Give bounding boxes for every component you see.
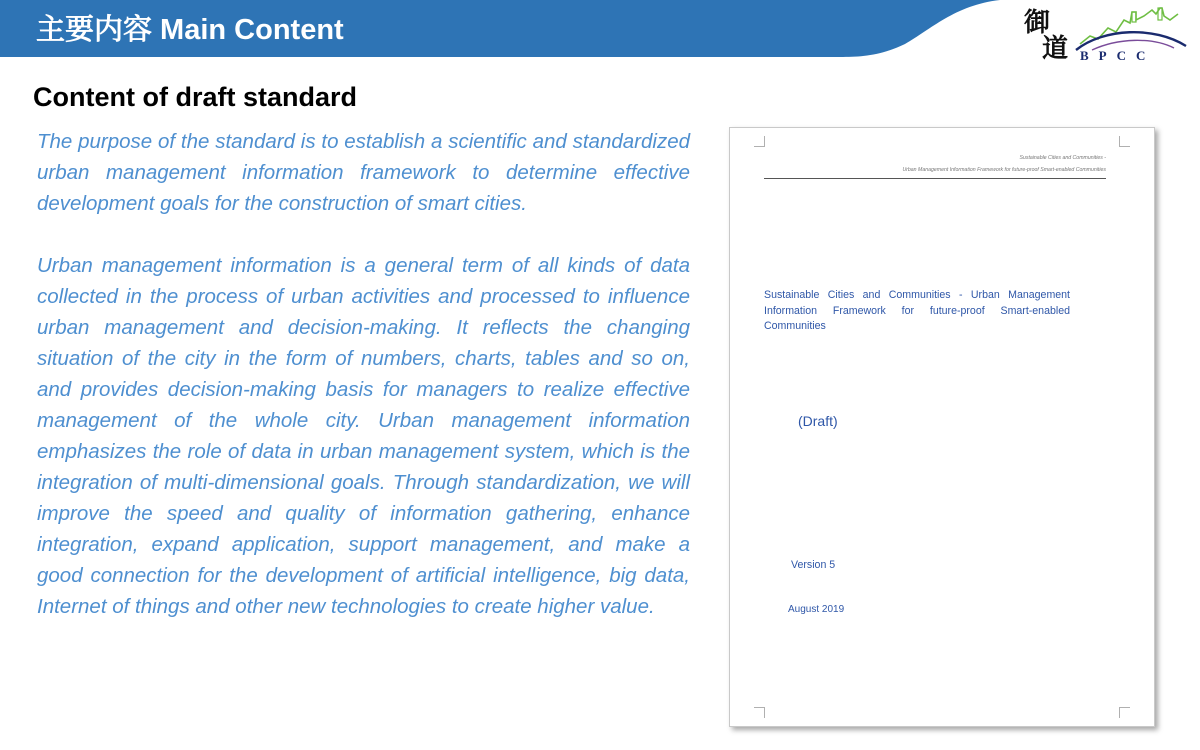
- document-version: Version 5: [791, 559, 836, 571]
- crop-mark-top-left: [754, 136, 765, 147]
- bpcc-logo: [1020, 6, 1192, 66]
- skyline-icon: [1074, 6, 1190, 52]
- logo-calligraphy: [1020, 6, 1080, 66]
- crop-mark-bottom-right: [1119, 707, 1130, 718]
- crop-mark-bottom-left: [754, 707, 765, 718]
- crop-mark-top-right: [1119, 136, 1130, 147]
- draft-document-thumbnail: [729, 127, 1155, 727]
- page-title: 主要内容 Main Content: [36, 14, 344, 46]
- document-date: August 2019: [788, 604, 845, 615]
- document-draft-label: (Draft): [798, 413, 838, 429]
- document-header-line-2: Urban Management Information Framework for future-proof Smart-enabled Communities: [902, 167, 1106, 173]
- document-running-header: [764, 152, 1106, 176]
- document-header-line-1: Sustainable Cities and Communities -: [1019, 155, 1106, 161]
- document-header-rule: [764, 178, 1106, 179]
- logo-char-2: 道: [1042, 34, 1069, 64]
- paragraph-definition: Urban management information is a general term of all kinds of data collected in the process of urban activities and processed to influence urban management and decision-making. It reflects the changing situation of the city in the form of numbers, charts, tables and so on, and provides decision-making basis for managers to realize effective management of the whole city. Urban management information emphasizes the role of data in urban management system, which is the integration of multi-dimensional goals. Through standardization, we will improve the speed and quality of information gathering, enhance integration, expand application, support management, and make a good connection for the development of artificial intelligence, big data, Internet of things and other new technologies to create higher value.: [37, 254, 690, 618]
- paragraph-purpose: The purpose of the standard is to establish a scientific and standardized urban management information framework to determine effective development goals for the construction of smart cities.: [37, 130, 690, 215]
- section-title: Content of draft standard: [33, 82, 357, 112]
- logo-text: BPCC: [1080, 48, 1156, 63]
- logo-char-1: 御: [1024, 8, 1051, 38]
- document-title: Sustainable Cities and Communities - Urban Management Information Framework for future-proof Smart-enabled Communities: [764, 289, 1070, 332]
- body-text: [37, 126, 690, 622]
